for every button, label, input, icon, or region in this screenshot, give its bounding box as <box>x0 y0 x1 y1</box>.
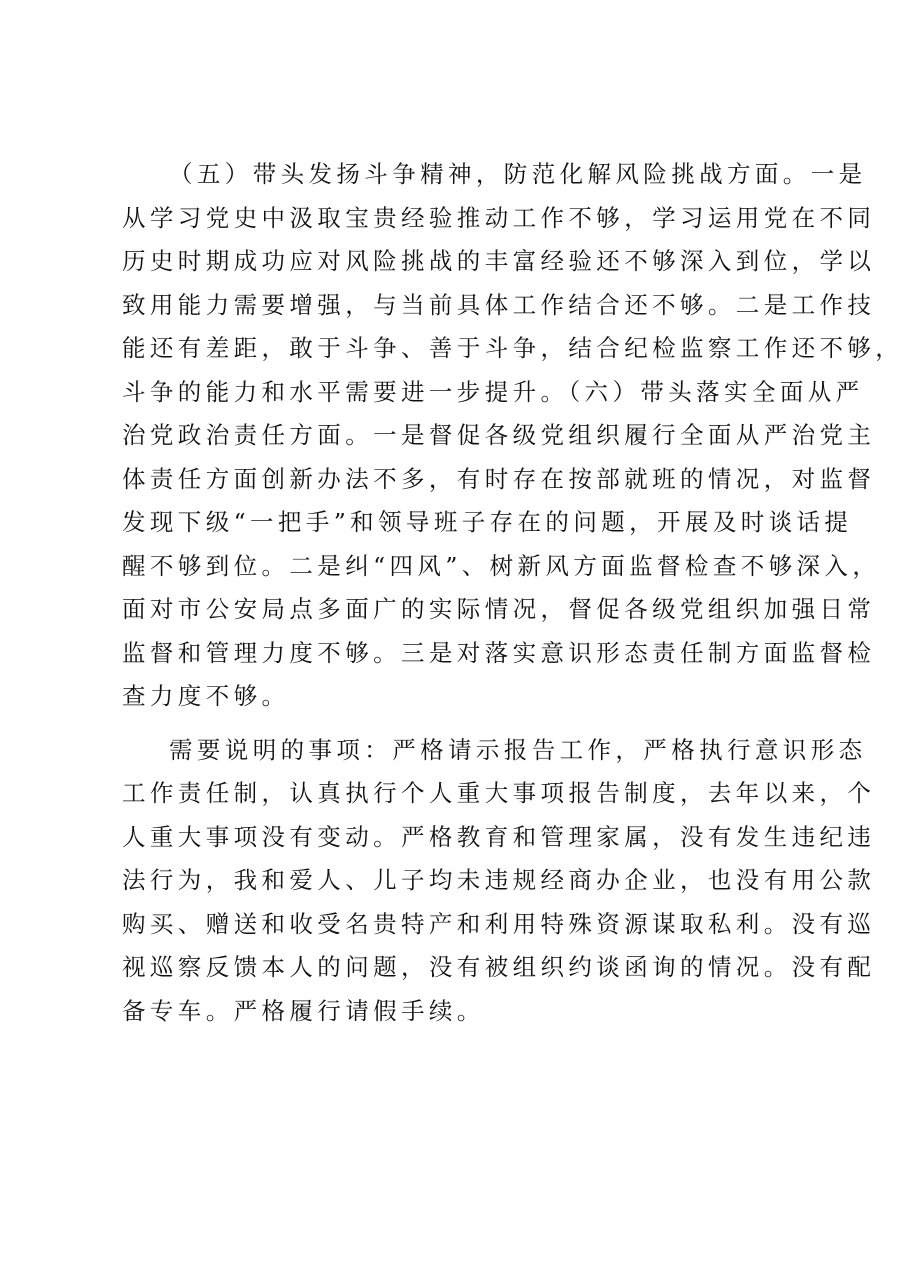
paragraph-matters-to-explain <box>122 729 876 1034</box>
text-line: 视巡察反馈本人的问题，没有被组织约谈函询的情况。没有配 <box>122 953 876 981</box>
text-line: 监督和管理力度不够。三是对落实意识形态责任制方面监督检 <box>122 638 876 667</box>
text-line: 斗争的能力和水平需要进一步提升。（六）带头落实全面从严 <box>122 377 864 406</box>
text-line: 工作责任制，认真执行个人重大事项报告制度，去年以来，个 <box>122 779 876 807</box>
text-line: 体责任方面创新办法不多，有时存在按部就班的情况，对监督 <box>122 464 876 493</box>
text-line: （五）带头发扬斗争精神，防范化解风险挑战方面。一是 <box>169 160 867 188</box>
text-line: 备专车。严格履行请假手续。 <box>122 996 485 1025</box>
text-line: 人重大事项没有变动。严格教育和管理家属，没有发生违纪违 <box>122 822 876 851</box>
text-line: 历史时期成功应对风险挑战的丰富经验还不够深入到位，学以 <box>122 247 876 275</box>
text-line: 需要说明的事项：严格请示报告工作，严格执行意识形态 <box>169 735 867 764</box>
text-line: 致用能力需要增强，与当前具体工作结合还不够。二是工作技 <box>122 290 876 319</box>
text-line: 面对市公安局点多面广的实际情况，督促各级党组织加强日常 <box>122 595 876 623</box>
paragraph-gap <box>122 719 798 729</box>
text-line: 查力度不够。 <box>122 682 290 710</box>
text-line: 醒不够到位。二是纠“四风”、树新风方面监督检查不够深入， <box>122 551 881 580</box>
text-line: 购买、赠送和收受名贵特产和利用特殊资源谋取私利。没有巡 <box>122 909 876 938</box>
text-line: 治党政治责任方面。一是督促各级党组织履行全面从严治党主 <box>122 421 876 449</box>
text-line: 能还有差距，敢于斗争、善于斗争，结合纪检监察工作还不够， <box>122 334 904 362</box>
text-line: 发现下级“一把手”和领导班子存在的问题，开展及时谈话提 <box>122 508 853 536</box>
paragraph-problems <box>122 153 904 719</box>
text-line: 法行为，我和爱人、儿子均未违规经商办企业，也没有用公款 <box>122 866 876 894</box>
document-body <box>122 153 904 1033</box>
text-line: 从学习党史中汲取宝贵经验推动工作不够，学习运用党在不同 <box>122 203 876 232</box>
